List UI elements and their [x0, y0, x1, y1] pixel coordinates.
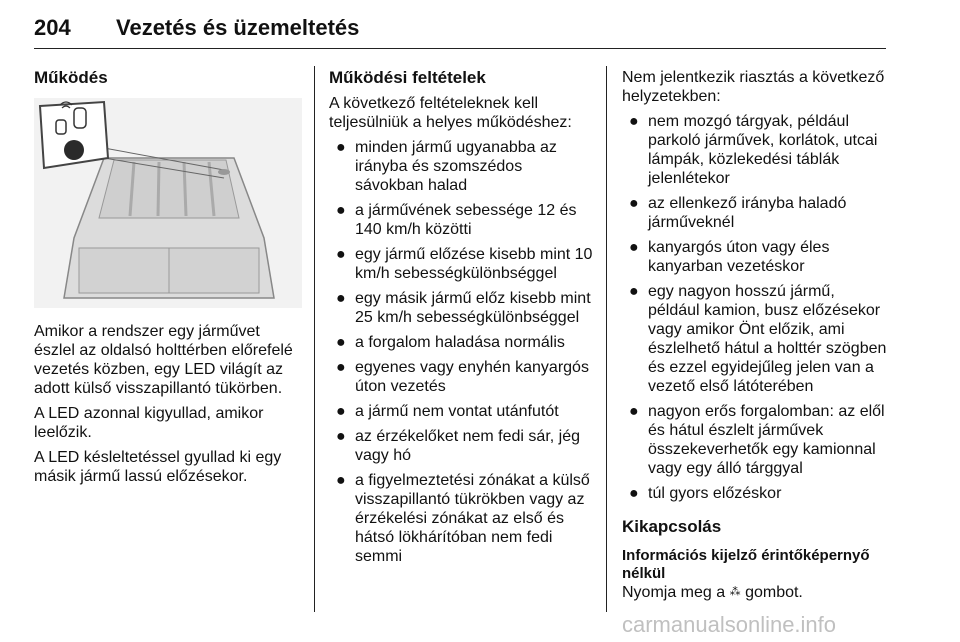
bullet-icon: ●	[629, 113, 639, 130]
bullet-icon: ●	[336, 403, 346, 420]
page-number: 204	[34, 15, 71, 40]
operation-paragraph-3: A LED késleltetéssel gyullad ki egy másik jármű lassú előzésekor.	[34, 449, 282, 485]
list-item: ● nagyon erős forgalomban: az elől és hátul észlelt járművek összekeverhetők egy kamionnal vagy egy álló tárggyal	[629, 403, 885, 477]
bullet-icon: ●	[336, 139, 346, 156]
bullet-icon: ●	[336, 359, 346, 376]
header-divider	[34, 48, 886, 49]
list-item: ● a jármű nem vontat utánfutót	[336, 403, 559, 420]
list-item: ● egy jármű előzése kisebb mint 10 km/h sebességkülönbséggel	[336, 246, 593, 282]
operation-paragraph-1: Amikor a rendszer egy járművet észlel az oldalsó holttérben előrefelé vezetés közben, egy LED világít az adott külső visszapillantó tükörben.	[34, 323, 293, 397]
conditions-intro: A következő feltételeknek kell teljesülniük a helyes működéshez:	[329, 95, 572, 131]
list-item: ● túl gyors előzéskor	[629, 485, 782, 502]
subheading-info-display: Információs kijelző érintőképernyő nélkül	[622, 547, 870, 582]
list-item: ● kanyargós úton vagy éles kanyarban vezetéskor	[629, 239, 830, 275]
list-item: ● az ellenkező irányba haladó járműveknél	[629, 195, 847, 231]
bullet-icon: ●	[336, 202, 346, 219]
column-2	[329, 68, 594, 572]
conditions-list	[329, 138, 594, 566]
column-divider-1	[314, 66, 315, 612]
list-item: ● egy másik jármű előz kisebb mint 25 km/h sebességkülönbséggel	[336, 290, 591, 326]
bullet-icon: ●	[336, 472, 346, 489]
column-1	[34, 68, 302, 492]
list-item: ● a járművének sebessége 12 és 140 km/h közötti	[336, 202, 577, 238]
bullet-icon: ●	[629, 239, 639, 256]
car-rear-illustration	[34, 98, 302, 308]
bullet-icon: ●	[336, 246, 346, 263]
bullet-icon: ●	[336, 290, 346, 307]
disable-instruction: Nyomja meg a ⁂ gombot.	[622, 584, 803, 601]
list-item: ● nem mozgó tárgyak, például parkoló járművek, korlátok, utcai lámpák, közlekedési táblák jelenlétekor	[629, 113, 878, 187]
list-item: ● a forgalom haladása normális	[336, 334, 565, 351]
list-item: ● egyenes vagy enyhén kanyargós úton vezetés	[336, 359, 589, 395]
no-alert-list	[622, 112, 888, 503]
column-3	[622, 68, 888, 608]
blind-spot-button-icon: ⁂	[729, 586, 741, 598]
bullet-icon: ●	[629, 485, 639, 502]
bullet-icon: ●	[336, 334, 346, 351]
section-heading-operation: Működés	[34, 68, 108, 87]
operation-paragraph-2: A LED azonnal kigyullad, amikor leelőzik.	[34, 405, 264, 441]
watermark: carmanualsonline.info	[622, 612, 837, 637]
blind-spot-mirror-figure	[34, 98, 302, 308]
no-alert-intro: Nem jelentkezik riasztás a következő helyzetekben:	[622, 69, 885, 105]
section-heading-conditions: Működési feltételek	[329, 68, 486, 87]
page-title: Vezetés és üzemeltetés	[116, 15, 360, 40]
bullet-icon: ●	[629, 403, 639, 420]
page-header	[34, 12, 886, 50]
list-item: ● az érzékelőket nem fedi sár, jég vagy hó	[336, 428, 581, 464]
column-divider-2	[606, 66, 607, 612]
section-heading-disable: Kikapcsolás	[622, 517, 722, 536]
list-item: ● egy nagyon hosszú jármű, például kamion, busz előzésekor vagy amikor Önt előzik, ami észlelhető hátul a holttér szögben és ezzel egyidejűleg jelen van a vezető első látóterében	[629, 283, 887, 395]
bullet-icon: ●	[629, 195, 639, 212]
bullet-icon: ●	[336, 428, 346, 445]
list-item: ● minden jármű ugyanabba az irányba és szomszédos sávokban halad	[336, 139, 557, 194]
list-item: ● a figyelmeztetési zónákat a külső visszapillantó tükrökben vagy az érzékelési zónákat az első és hátsó lökhárítóban nem fedi semmi	[336, 472, 590, 565]
bullet-icon: ●	[629, 283, 639, 300]
